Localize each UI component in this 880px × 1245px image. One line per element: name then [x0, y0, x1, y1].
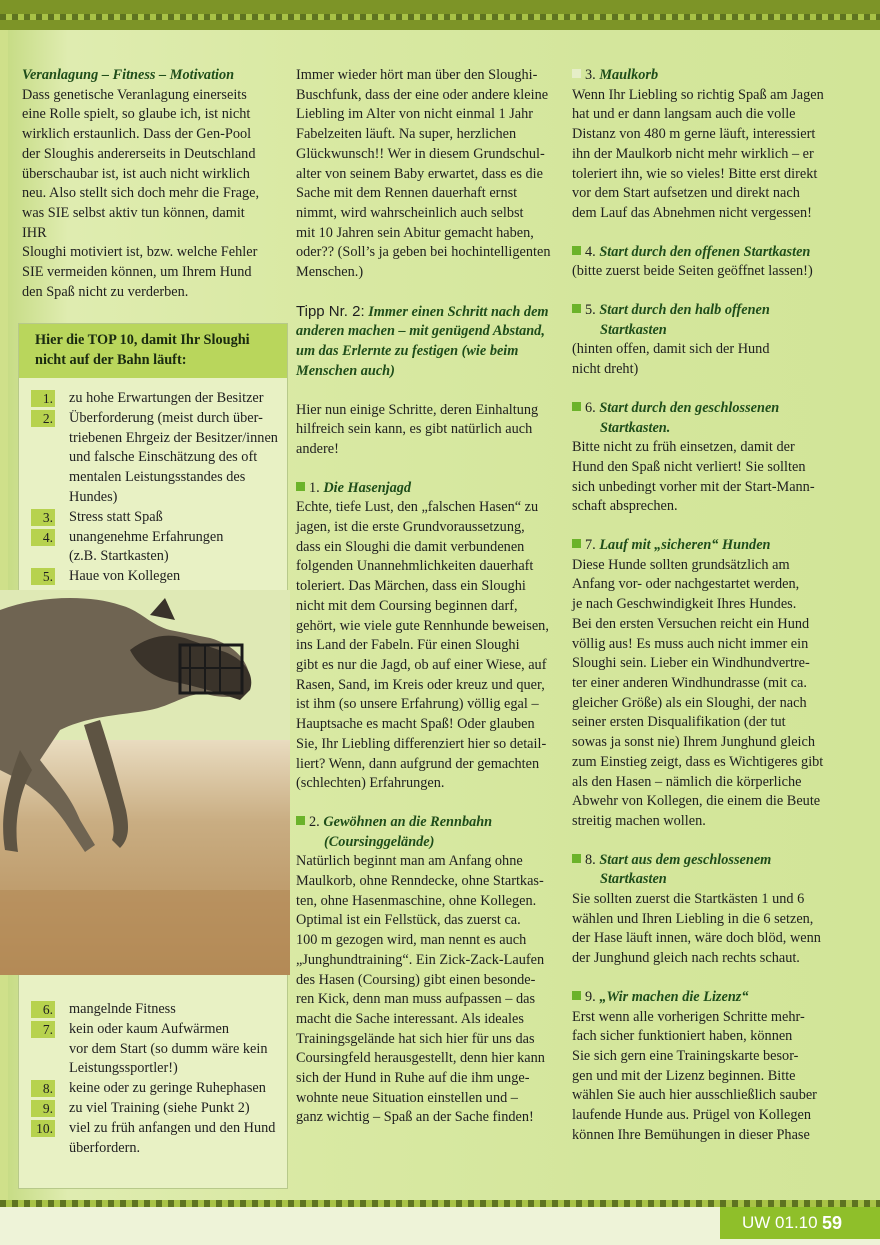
text-line: dem Lauf das Abnehmen nicht vergessen! — [572, 204, 812, 221]
text-line: Abwehr von Kollegen, die einem die Beute — [572, 793, 821, 810]
text-line: Hauptsache es macht Spaß! Oder glauben — [296, 716, 535, 733]
column-1 — [22, 66, 272, 302]
bullet-square — [572, 539, 581, 548]
text-line: ist ihm (so unsere Erfahrung) völlig egal – — [296, 696, 539, 713]
list-item-text: kein oder kaum Aufwärmen — [69, 1020, 229, 1037]
tipp-line-3: um das Erlernte zu festigen (wie beim — [296, 343, 519, 360]
list-number: 8. — [31, 1080, 55, 1097]
list-item-text: zu hohe Erwartungen der Besitzer — [69, 390, 264, 406]
step-6-title: Start durch den geschlossenen — [599, 399, 780, 416]
text-line: (schlechten) Erfahrungen. — [296, 775, 445, 792]
text-line: ren Kick, denn man muss aufpassen – das — [296, 991, 536, 1008]
bullet-square — [296, 482, 305, 491]
text-line: ganz wichtig – Spaß an der Sache finden! — [296, 1109, 534, 1126]
text-line: als den Hasen – nämlich die körperliche — [572, 773, 802, 790]
list-number: 5. — [31, 568, 55, 585]
bullet-square — [572, 402, 581, 411]
text-line: (hinten offen, damit sich der Hund — [572, 341, 770, 358]
text-line: toleriert. Das Märchen, dass ein Sloughi — [296, 578, 526, 595]
text-line: sich unbedingt vorher mit der Start-Mann- — [572, 478, 815, 495]
step-6-text — [572, 438, 842, 517]
text-line: nicht mit dem Coursing beginnen darf, — [296, 597, 518, 614]
text-line: (bitte zuerst beide Seiten geöffnet lassen!) — [572, 263, 813, 280]
text-line: Liebling im Alter von nicht einmal 1 Jahr — [296, 106, 534, 123]
text-line: sowas ja sonst nie) Ihrem Junghund gleich — [572, 734, 816, 751]
list-item-text: unangenehme Erfahrungen — [69, 528, 224, 545]
text-line: Menschen.) — [296, 264, 364, 281]
top-stripe — [0, 14, 880, 20]
list-item-text: überfordern. — [69, 1139, 141, 1156]
text-line: völlig aus! Es muss auch nicht immer ein — [572, 635, 809, 652]
step-5: 5. Start durch den halb offenen Startkasten (hinten offen, damit sich der Hund nicht dreht) — [572, 301, 842, 380]
list-number: 9. — [31, 1100, 55, 1117]
list-item-text: Hundes) — [69, 488, 118, 505]
text-line: Coursingfeld herausgestellt, denn hier kann — [296, 1050, 545, 1067]
text-line: eine Rolle spielt, so glaube ich, ist nicht — [22, 106, 251, 123]
text-line: können Ihre Bemühungen in dieser Phase — [572, 1126, 810, 1143]
text-line: wirklich erstaunlich. Dass der Gen-Pool — [22, 126, 252, 143]
list-number: 3. — [31, 509, 55, 526]
step-7-title: Lauf mit „sicheren“ Hunden — [599, 537, 771, 554]
step-1: 1. Die Hasenjagd Echte, tiefe Lust, den „falschen Hasen“ zu jagen, ist die erste Grundvoraussetzung, dass ein Sloughi die damit verbundenen folgenden Unannehmlichkeiten dauerhaft toleriert. Das Märchen, dass ein Sloughi nicht mit dem Coursing beginnen darf, gehört, wie viele gute Rennhunde beweisen, ins Land der Fabeln. Für einen Sloughi gibt es nur die Jagd, ob auf einer Wiese, auf Rasen, Sand, im Kreis oder kreuz und quer, ist ihm (so unsere Erfahrung) völlig egal – Hauptsache es macht Spaß! Oder glauben Sie, Ihr Liebling differenziert hier so detail- liert? Wenn, dann aufgrund der gemachten (schlechten) Erfahrungen. — [296, 479, 561, 794]
text-line: nimmt, wird wahrscheinlich auch selbst — [296, 204, 524, 221]
step-1-title: Die Hasenjagd — [323, 479, 412, 496]
top-band — [0, 0, 880, 30]
step-4-text — [572, 262, 842, 282]
text-line: Sie sich gern eine Trainingskarte besor- — [572, 1047, 799, 1064]
footer-stripe — [0, 1200, 880, 1207]
text-line: streitig machen wollen. — [572, 812, 706, 829]
text-line: nicht dreht) — [572, 361, 639, 378]
list-number: 7. — [31, 1021, 55, 1038]
top10-heading: Hier die TOP 10, damit Ihr Sloughi nicht auf der Bahn läuft: — [35, 332, 250, 368]
step-3: 3. Maulkorb Wenn Ihr Liebling so richtig Spaß am Jagen hat und er dann langsam auch die volle Distanz von 480 m gerne läuft, interessiert ihn der Maulkorb nicht mehr wirklich – er toleriert ihn, wie so vieles! Bitte erst direkt vor dem Start aufsetzen und direkt nach dem Lauf das Abnehmen nicht vergessen! — [572, 66, 842, 224]
bullet-square — [572, 304, 581, 313]
column-2 — [296, 66, 561, 1147]
list-number: 10. — [31, 1120, 55, 1137]
text-line: gen und mit der Lizenz beginnen. Bitte — [572, 1067, 796, 1084]
text-line: seiner ersten Disqualifikation (der tut — [572, 714, 786, 731]
text-line: laufende Hunde aus. Prügel von Kollegen — [572, 1107, 812, 1124]
text-line: vor dem Start aufsetzen und direkt nach — [572, 185, 800, 202]
list-item-text: (z.B. Startkasten) — [69, 548, 169, 565]
text-line: SIE vermeiden können, um Ihrem Hund — [22, 264, 252, 281]
text-line: Glückwunsch!! Wer in diesem Grundschul- — [296, 145, 545, 162]
text-line: Hier nun einige Schritte, deren Einhaltung — [296, 401, 539, 418]
text-line: wohnte neue Situation einstellen und – — [296, 1089, 518, 1106]
text-line: sich der Hund in Ruhe auf die ihm unge- — [296, 1070, 530, 1087]
step-5-title-2: Startkasten — [600, 321, 667, 338]
list-item-text: triebenen Ehrgeiz der Besitzer/innen — [69, 429, 278, 446]
text-line: Bei den ersten Versuchen reicht ein Hund — [572, 615, 810, 632]
text-line: fach sicher funktioniert haben, können — [572, 1028, 793, 1045]
tipp-line-4: Menschen auch) — [296, 362, 395, 379]
tipp-line-1: Immer einen Schritt nach dem — [368, 303, 549, 320]
list-number: 6. — [31, 1001, 55, 1018]
text-line: oder?? (Soll’s ja geben bei hochintelligenten — [296, 244, 551, 261]
text-line: Sie sollten zuerst die Startkästen 1 und 6 — [572, 891, 805, 908]
step-3-text — [572, 86, 842, 224]
text-line: ten, ohne Hasenmaschine, ohne Kollegen. — [296, 892, 537, 909]
text-line: folgenden Unannehmlichkeiten dauerhaft — [296, 558, 534, 575]
text-line: 100 m gezogen wird, man nennt es auch — [296, 932, 527, 949]
col1-text — [22, 86, 272, 303]
text-line: Sloughi motiviert ist, bzw. welche Fehler — [22, 244, 258, 261]
step-2-title: Gewöhnen an die Rennbahn — [323, 813, 493, 830]
text-line: Natürlich beginnt man am Anfang ohne — [296, 853, 523, 870]
bullet-square — [572, 854, 581, 863]
sloughi-photo-svg — [0, 590, 290, 975]
text-line: alter von seinem Baby erwartet, dass es die — [296, 165, 543, 182]
text-line: Trainingsgelände hat sich hier für uns das — [296, 1030, 535, 1047]
text-line: wählen Sie auch hier ausschließlich sauber — [572, 1087, 817, 1104]
list-item — [31, 409, 281, 508]
step-5-title: Start durch den halb offenen — [599, 302, 770, 319]
step-8-title: Start aus dem geschlossenem — [599, 851, 772, 868]
col2-para — [296, 401, 561, 460]
list-item-text: zu viel Training (siehe Punkt 2) — [69, 1099, 250, 1116]
section-heading: Veranlagung – Fitness – Motivation — [22, 67, 235, 83]
issue-label: UW 01.10 — [742, 1213, 818, 1232]
text-line: ihn der Maulkorb nicht mehr wirklich – er — [572, 145, 814, 162]
list-item-text: Stress statt Spaß — [69, 508, 163, 525]
step-8: 8. Start aus dem geschlossenem Startkasten Sie sollten zuerst die Startkästen 1 und 6 wählen und Ihren Liebling in die 6 setzen, der Hase läuft innen, wäre doch blöd, wenn der Junghund gleich nach rechts schaut. — [572, 851, 842, 969]
sloughi-photo — [0, 590, 290, 975]
text-line: Bitte nicht zu früh einsetzen, damit der — [572, 439, 795, 456]
text-line: mit 10 Jahren sein Abitur gemacht haben, — [296, 224, 534, 241]
step-2-title-2: (Coursinggelände) — [324, 833, 435, 850]
step-9: 9. „Wir machen die Lizenz“ Erst wenn alle vorherigen Schritte mehr- fach sicher funktioniert haben, können Sie sich gern eine Trainingskarte besor- gen und mit der Lizenz beginnen. Bitte wählen Sie auch hier ausschließlich sauber laufende Hunde aus. Prügel von Kollegen können Ihre Bemühungen in dieser Phase — [572, 988, 842, 1146]
text-line: Hund den Spaß nicht verliert! Sie sollten — [572, 458, 806, 475]
text-line: gehört, wie viele gute Rennhunde beweisen, — [296, 617, 549, 634]
list-item — [31, 1000, 281, 1020]
list-item — [31, 1119, 281, 1159]
text-line: Optimal ist ein Fellstück, das zuerst ca. — [296, 912, 521, 929]
text-line: hat und er dann langsam auch die volle — [572, 106, 796, 123]
text-line: wählen und Ihren Liebling in die 6 setzen, — [572, 910, 814, 927]
text-line: Fabelzeiten läuft. Na super, herzlichen — [296, 126, 517, 143]
page-number: 59 — [822, 1213, 843, 1233]
bullet-square — [572, 991, 581, 1000]
list-number: 1. — [31, 390, 55, 407]
tipp-line-2: anderen machen – mit genügend Abstand, — [296, 323, 545, 340]
step-3-title: Maulkorb — [599, 67, 659, 83]
list-item-text: mentalen Leistungsstandes des — [69, 469, 246, 486]
text-line: überschaubar ist, ist auch nicht wirklich — [22, 165, 250, 182]
bullet-square — [572, 69, 581, 78]
text-line: gibt es nur die Jagd, ob auf einer Wiese, auf — [296, 656, 547, 673]
column-3 — [572, 66, 842, 1164]
step-4-title: Start durch den offenen Startkasten — [599, 243, 811, 260]
text-line: dass ein Sloughi die damit verbundenen — [296, 538, 525, 555]
text-line: der Sloughis andererseits in Deutschland — [22, 145, 256, 162]
text-line: jagen, ist die erste Grundvoraussetzung, — [296, 519, 525, 536]
step-8-title-2: Startkasten — [600, 871, 667, 888]
text-line: Sloughi sein. Lieber ein Windhundvertre- — [572, 655, 810, 672]
text-line: ins Land der Fabeln. Für einen Sloughi — [296, 637, 520, 654]
text-line: andere! — [296, 440, 339, 457]
step-9-text — [572, 1008, 842, 1146]
text-line: Rasen, Sand, im Kreis oder kreuz und quer, — [296, 676, 545, 693]
text-line: Distanz von 480 m gerne läuft, interessiert — [572, 126, 816, 143]
text-line: Anfang vor- oder nachgestartet werden, — [572, 576, 800, 593]
step-5-text — [572, 340, 842, 379]
text-line: Maulkorb, ohne Renndecke, ohne Startkas- — [296, 873, 544, 890]
step-4: 4. Start durch den offenen Startkasten (bitte zuerst beide Seiten geöffnet lassen!) — [572, 243, 842, 282]
page-number-box — [720, 1207, 880, 1239]
list-item — [31, 508, 281, 528]
text-line: Sache mit dem Rennen dauerhaft ernst — [296, 185, 518, 202]
bullet-square — [296, 816, 305, 825]
text-line: neu. Also stellt sich doch mehr die Frage, — [22, 185, 260, 202]
text-line: „Junghundtraining“. Ein Zick-Zack-Laufen — [296, 951, 545, 968]
list-item — [31, 1099, 281, 1119]
text-line: Echte, tiefe Lust, den „falschen Hasen“ zu — [296, 499, 539, 516]
text-line: Erst wenn alle vorherigen Schritte mehr- — [572, 1008, 805, 1025]
list-item-text: und falsche Einschätzung des oft — [69, 449, 258, 466]
text-line: macht die Sache interessant. Als ideales — [296, 1010, 524, 1027]
bullet-square — [572, 246, 581, 255]
list-item-text: Überforderung (meist durch über- — [69, 409, 263, 426]
tipp-label: Tipp Nr. 2: — [296, 302, 365, 320]
step-8-text — [572, 890, 842, 969]
text-line: ter einer anderen Windhundrasse (mit ca. — [572, 674, 807, 691]
list-item-text: keine oder zu geringe Ruhephasen — [69, 1080, 266, 1097]
text-line: liert? Wenn, dann aufgrund der gemachten — [296, 755, 540, 772]
text-line: Buschfunk, dass der eine oder andere kleine — [296, 86, 549, 103]
step-6-title-2: Startkasten. — [600, 419, 671, 436]
tipp-block — [296, 302, 561, 382]
step-7: 7. Lauf mit „sicheren“ Hunden Diese Hunde sollten grundsätzlich am Anfang vor- oder nachgestartet werden, je nach Geschwindigkeit Ihres Hundes. Bei den ersten Versuchen reicht ein Hund völlig aus! Es muss auch nicht immer ein Sloughi sein. Lieber ein Windhundvertre- ter einer anderen Windhundrasse (mit ca. gleicher Größe) als ein Sloughi, der nach seiner ersten Disqualifikation (der tut sowas ja sonst nie) Ihrem Junghund gleich zum Einstieg zeigt, dass es Wichtigeres gibt als den Hasen – nämlich die körperliche Abwehr von Kollegen, die einem die Beute streitig machen wollen. — [572, 536, 842, 832]
text-line: der Hase läuft innen, wäre doch blöd, wenn — [572, 930, 821, 947]
top10-list-a — [31, 389, 281, 587]
text-line: Wenn Ihr Liebling so richtig Spaß am Jagen — [572, 86, 824, 103]
list-item — [31, 1020, 281, 1079]
list-item-text: viel zu früh anfangen und den Hund — [69, 1119, 276, 1136]
step-7-text — [572, 556, 842, 832]
text-line: toleriert ihn, wie so vieles! Bitte erst direkt — [572, 165, 818, 182]
list-item-text: vor dem Start (so dumm wäre kein — [69, 1040, 268, 1057]
text-line: den Spaß nicht zu verderben. — [22, 283, 189, 300]
text-line: hilfreich sein kann, es gibt natürlich auch — [296, 421, 533, 438]
step-2: 2. Gewöhnen an die Rennbahn (Coursinggelände) Natürlich beginnt man am Anfang ohne Maulkorb, ohne Renndecke, ohne Startkas- ten, ohne Hasenmaschine, ohne Kollegen. Optimal ist ein Fellstück, das zuerst ca. 100 m gezogen wird, man nennt es auch „Junghundtraining“. Ein Zick-Zack-Laufen des Hasen (Coursing) gibt einen besonde- ren Kick, denn man muss aufpassen – das macht die Sache interessant. Als ideales Trainingsgelände hat sich hier für uns das Coursingfeld herausgestellt, denn hier kann sich der Hund in Ruhe auf die ihm unge- wohnte neue Situation einstellen und – ganz wichtig – Spaß an der Sache finden! — [296, 813, 561, 1128]
step-2-text — [296, 852, 561, 1128]
top10-list-b — [31, 1000, 281, 1158]
list-item-text: Haue von Kollegen — [69, 568, 181, 585]
list-item — [31, 389, 281, 409]
list-number: 4. — [31, 529, 55, 546]
step-1-text — [296, 498, 561, 794]
text-line: je nach Geschwindigkeit Ihres Hundes. — [572, 596, 797, 613]
list-item — [31, 528, 281, 568]
list-item-text: mangelnde Fitness — [69, 1001, 176, 1017]
text-line: des Hasen (Coursing) gibt einen besonde- — [296, 971, 536, 988]
text-line: der Junghund gleich nach rechts schaut. — [572, 950, 800, 967]
text-line: schaft absprechen. — [572, 498, 678, 515]
text-line: gleicher Größe) als ein Sloughi, der nach — [572, 694, 807, 711]
list-item — [31, 567, 281, 587]
step-9-title: „Wir machen die Lizenz“ — [599, 988, 749, 1005]
text-line: Sie, Ihr Liebling differenziert hier so detail- — [296, 735, 547, 752]
text-line: was SIE selbst aktiv tun können, damit IHR — [22, 204, 245, 241]
text-line: Diese Hunde sollten grundsätzlich am — [572, 556, 790, 573]
text-line: Immer wieder hört man über den Sloughi- — [296, 67, 538, 83]
text-line: Dass genetische Veranlagung einerseits — [22, 86, 247, 103]
top10-header — [19, 324, 287, 378]
list-item-text: Leistungssportler!) — [69, 1060, 178, 1077]
text-line: zum Einstieg zeigt, dass es Wichtigeres gibt — [572, 753, 824, 770]
list-number: 2. — [31, 410, 55, 427]
col2-intro — [296, 66, 561, 283]
list-item — [31, 1079, 281, 1099]
step-6: 6. Start durch den geschlossenen Startkasten. Bitte nicht zu früh einsetzen, damit der Hund den Spaß nicht verliert! Sie sollten sich unbedingt vorher mit der Start-Mann- schaft absprechen. — [572, 399, 842, 517]
